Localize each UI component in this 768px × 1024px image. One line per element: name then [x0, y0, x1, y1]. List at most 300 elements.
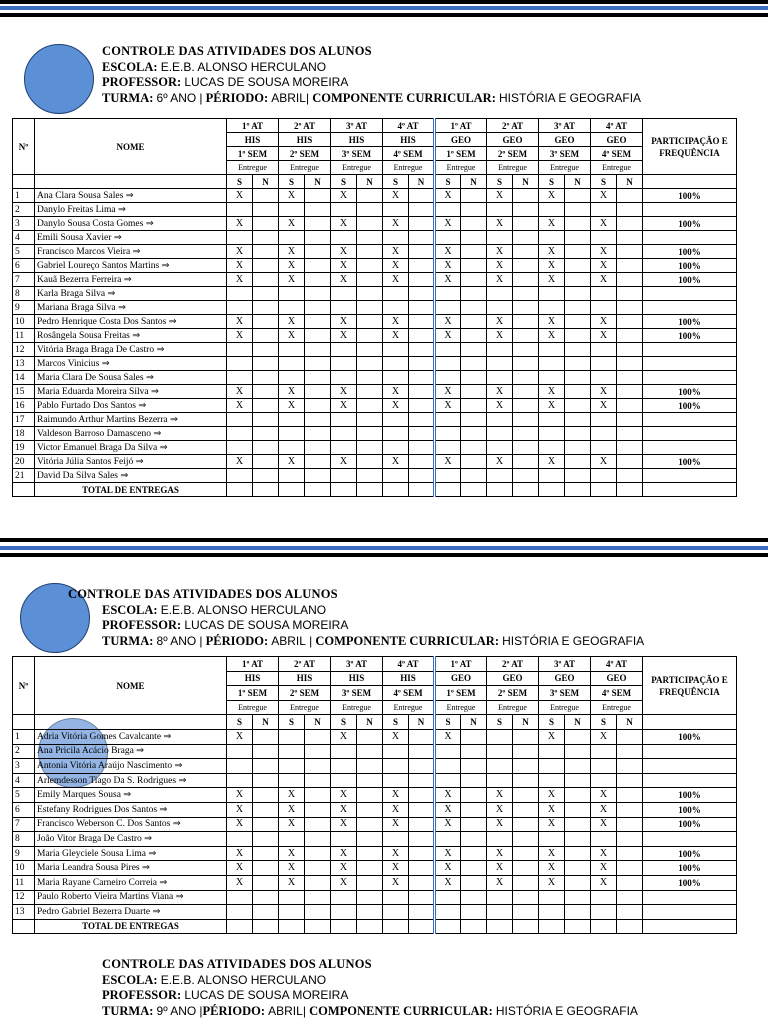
mark-s-cell[interactable]: X: [227, 802, 253, 817]
mark-s-cell[interactable]: X: [383, 817, 409, 832]
mark-s-cell[interactable]: X: [591, 802, 617, 817]
mark-n-cell[interactable]: [253, 846, 279, 861]
mark-s-cell[interactable]: X: [383, 259, 409, 273]
mark-n-cell[interactable]: [461, 759, 487, 774]
mark-n-cell[interactable]: [617, 905, 643, 920]
mark-s-cell[interactable]: [591, 832, 617, 847]
mark-n-cell[interactable]: [461, 788, 487, 803]
mark-s-cell[interactable]: [279, 759, 305, 774]
mark-s-cell[interactable]: [383, 357, 409, 371]
mark-n-cell[interactable]: [513, 399, 539, 413]
mark-s-cell[interactable]: [435, 357, 461, 371]
mark-n-cell[interactable]: [617, 189, 643, 203]
mark-n-cell[interactable]: [565, 343, 591, 357]
mark-n-cell[interactable]: [513, 729, 539, 744]
mark-s-cell[interactable]: X: [279, 861, 305, 876]
mark-n-cell[interactable]: [253, 441, 279, 455]
mark-n-cell[interactable]: [409, 469, 435, 483]
mark-n-cell[interactable]: [253, 329, 279, 343]
mark-s-cell[interactable]: [279, 744, 305, 759]
mark-n-cell[interactable]: [253, 455, 279, 469]
student-name[interactable]: Paulo Roberto Vieira Martins Viana ⇒: [35, 890, 227, 905]
mark-s-cell[interactable]: X: [591, 385, 617, 399]
mark-s-cell[interactable]: [487, 357, 513, 371]
mark-s-cell[interactable]: [435, 301, 461, 315]
mark-s-cell[interactable]: [539, 759, 565, 774]
mark-s-cell[interactable]: X: [435, 875, 461, 890]
mark-s-cell[interactable]: [539, 287, 565, 301]
mark-s-cell[interactable]: X: [435, 399, 461, 413]
mark-s-cell[interactable]: [331, 301, 357, 315]
mark-n-cell[interactable]: [461, 301, 487, 315]
mark-n-cell[interactable]: [617, 329, 643, 343]
mark-s-cell[interactable]: X: [435, 455, 461, 469]
mark-s-cell[interactable]: X: [487, 802, 513, 817]
mark-n-cell[interactable]: [461, 427, 487, 441]
mark-s-cell[interactable]: [435, 343, 461, 357]
student-name[interactable]: Maria Clara De Sousa Sales ⇒: [35, 371, 227, 385]
student-name[interactable]: Rosângela Sousa Freitas ⇒: [35, 329, 227, 343]
mark-n-cell[interactable]: [305, 413, 331, 427]
mark-s-cell[interactable]: [487, 469, 513, 483]
mark-n-cell[interactable]: [565, 399, 591, 413]
mark-n-cell[interactable]: [461, 744, 487, 759]
mark-s-cell[interactable]: [331, 287, 357, 301]
mark-s-cell[interactable]: [539, 413, 565, 427]
mark-s-cell[interactable]: [435, 371, 461, 385]
mark-s-cell[interactable]: [383, 413, 409, 427]
mark-s-cell[interactable]: [279, 905, 305, 920]
mark-n-cell[interactable]: [461, 343, 487, 357]
mark-s-cell[interactable]: [539, 773, 565, 788]
mark-n-cell[interactable]: [357, 287, 383, 301]
mark-n-cell[interactable]: [253, 413, 279, 427]
mark-n-cell[interactable]: [409, 788, 435, 803]
mark-n-cell[interactable]: [617, 343, 643, 357]
mark-n-cell[interactable]: [513, 217, 539, 231]
mark-n-cell[interactable]: [513, 203, 539, 217]
student-name[interactable]: Mariana Braga Silva ⇒: [35, 301, 227, 315]
mark-s-cell[interactable]: X: [435, 788, 461, 803]
mark-n-cell[interactable]: [409, 245, 435, 259]
mark-n-cell[interactable]: [253, 861, 279, 876]
mark-s-cell[interactable]: X: [539, 729, 565, 744]
mark-s-cell[interactable]: X: [539, 189, 565, 203]
mark-n-cell[interactable]: [617, 773, 643, 788]
mark-s-cell[interactable]: [539, 301, 565, 315]
mark-s-cell[interactable]: [227, 231, 253, 245]
mark-n-cell[interactable]: [461, 875, 487, 890]
mark-n-cell[interactable]: [357, 399, 383, 413]
mark-s-cell[interactable]: [383, 773, 409, 788]
mark-s-cell[interactable]: [539, 469, 565, 483]
mark-s-cell[interactable]: [227, 413, 253, 427]
mark-s-cell[interactable]: [487, 413, 513, 427]
mark-n-cell[interactable]: [617, 371, 643, 385]
mark-n-cell[interactable]: [617, 301, 643, 315]
mark-s-cell[interactable]: [383, 301, 409, 315]
mark-s-cell[interactable]: [435, 744, 461, 759]
mark-n-cell[interactable]: [253, 773, 279, 788]
mark-s-cell[interactable]: X: [331, 788, 357, 803]
mark-s-cell[interactable]: X: [487, 399, 513, 413]
student-name[interactable]: Marcos Vinicius ⇒: [35, 357, 227, 371]
mark-n-cell[interactable]: [617, 231, 643, 245]
mark-s-cell[interactable]: X: [539, 329, 565, 343]
mark-n-cell[interactable]: [461, 245, 487, 259]
mark-n-cell[interactable]: [461, 385, 487, 399]
mark-s-cell[interactable]: X: [539, 217, 565, 231]
mark-n-cell[interactable]: [617, 427, 643, 441]
mark-s-cell[interactable]: [331, 441, 357, 455]
mark-n-cell[interactable]: [513, 231, 539, 245]
mark-s-cell[interactable]: X: [591, 729, 617, 744]
student-name[interactable]: Kauã Bezerra Ferreira ⇒: [35, 273, 227, 287]
student-name[interactable]: Ana Pricila Acácio Braga ⇒: [35, 744, 227, 759]
mark-s-cell[interactable]: X: [435, 729, 461, 744]
mark-n-cell[interactable]: [305, 217, 331, 231]
mark-s-cell[interactable]: [435, 469, 461, 483]
mark-n-cell[interactable]: [461, 729, 487, 744]
mark-s-cell[interactable]: X: [279, 875, 305, 890]
mark-s-cell[interactable]: [539, 744, 565, 759]
mark-n-cell[interactable]: [409, 399, 435, 413]
student-name[interactable]: Arlemdesson Tiago Da S. Rodrigues ⇒: [35, 773, 227, 788]
mark-n-cell[interactable]: [357, 832, 383, 847]
mark-n-cell[interactable]: [357, 861, 383, 876]
mark-s-cell[interactable]: [227, 890, 253, 905]
mark-n-cell[interactable]: [513, 385, 539, 399]
mark-n-cell[interactable]: [357, 273, 383, 287]
mark-s-cell[interactable]: X: [383, 846, 409, 861]
mark-s-cell[interactable]: [487, 441, 513, 455]
mark-s-cell[interactable]: X: [279, 817, 305, 832]
mark-s-cell[interactable]: [383, 231, 409, 245]
student-name[interactable]: Maria Gleyciele Sousa Lima ⇒: [35, 846, 227, 861]
mark-s-cell[interactable]: [279, 343, 305, 357]
mark-n-cell[interactable]: [565, 371, 591, 385]
mark-s-cell[interactable]: [539, 343, 565, 357]
mark-s-cell[interactable]: [435, 427, 461, 441]
mark-s-cell[interactable]: X: [591, 189, 617, 203]
mark-s-cell[interactable]: [487, 343, 513, 357]
mark-n-cell[interactable]: [513, 817, 539, 832]
mark-n-cell[interactable]: [409, 441, 435, 455]
mark-s-cell[interactable]: [435, 832, 461, 847]
mark-s-cell[interactable]: X: [279, 329, 305, 343]
mark-n-cell[interactable]: [461, 455, 487, 469]
mark-s-cell[interactable]: [279, 301, 305, 315]
mark-n-cell[interactable]: [565, 203, 591, 217]
mark-n-cell[interactable]: [617, 744, 643, 759]
mark-s-cell[interactable]: [435, 203, 461, 217]
mark-s-cell[interactable]: X: [591, 273, 617, 287]
mark-n-cell[interactable]: [513, 259, 539, 273]
mark-s-cell[interactable]: [487, 427, 513, 441]
mark-n-cell[interactable]: [513, 245, 539, 259]
mark-n-cell[interactable]: [305, 231, 331, 245]
mark-n-cell[interactable]: [357, 744, 383, 759]
mark-n-cell[interactable]: [357, 759, 383, 774]
mark-s-cell[interactable]: [591, 441, 617, 455]
mark-n-cell[interactable]: [357, 455, 383, 469]
mark-s-cell[interactable]: X: [383, 273, 409, 287]
mark-s-cell[interactable]: X: [539, 245, 565, 259]
mark-n-cell[interactable]: [305, 315, 331, 329]
mark-s-cell[interactable]: X: [435, 273, 461, 287]
mark-s-cell[interactable]: [331, 832, 357, 847]
mark-s-cell[interactable]: X: [435, 189, 461, 203]
mark-n-cell[interactable]: [565, 287, 591, 301]
mark-n-cell[interactable]: [409, 759, 435, 774]
student-name[interactable]: Antonia Vitória Araújo Nascimento ⇒: [35, 759, 227, 774]
mark-s-cell[interactable]: X: [331, 245, 357, 259]
mark-n-cell[interactable]: [357, 371, 383, 385]
mark-s-cell[interactable]: X: [227, 329, 253, 343]
mark-s-cell[interactable]: X: [227, 273, 253, 287]
mark-s-cell[interactable]: [279, 231, 305, 245]
mark-n-cell[interactable]: [409, 329, 435, 343]
mark-n-cell[interactable]: [513, 469, 539, 483]
mark-n-cell[interactable]: [253, 245, 279, 259]
mark-s-cell[interactable]: X: [331, 189, 357, 203]
mark-s-cell[interactable]: X: [227, 217, 253, 231]
mark-s-cell[interactable]: [227, 427, 253, 441]
mark-s-cell[interactable]: X: [331, 817, 357, 832]
mark-n-cell[interactable]: [461, 203, 487, 217]
mark-n-cell[interactable]: [565, 301, 591, 315]
mark-s-cell[interactable]: X: [435, 217, 461, 231]
mark-n-cell[interactable]: [565, 890, 591, 905]
mark-n-cell[interactable]: [305, 788, 331, 803]
mark-s-cell[interactable]: X: [383, 788, 409, 803]
mark-s-cell[interactable]: [435, 231, 461, 245]
mark-s-cell[interactable]: X: [539, 315, 565, 329]
mark-s-cell[interactable]: X: [227, 875, 253, 890]
mark-s-cell[interactable]: [227, 371, 253, 385]
mark-s-cell[interactable]: [487, 231, 513, 245]
mark-s-cell[interactable]: [279, 773, 305, 788]
mark-s-cell[interactable]: X: [331, 861, 357, 876]
mark-n-cell[interactable]: [513, 315, 539, 329]
mark-n-cell[interactable]: [305, 890, 331, 905]
mark-n-cell[interactable]: [513, 301, 539, 315]
mark-s-cell[interactable]: [591, 287, 617, 301]
mark-n-cell[interactable]: [409, 315, 435, 329]
mark-s-cell[interactable]: [435, 890, 461, 905]
mark-s-cell[interactable]: X: [539, 399, 565, 413]
mark-s-cell[interactable]: X: [227, 399, 253, 413]
mark-n-cell[interactable]: [409, 301, 435, 315]
mark-s-cell[interactable]: X: [331, 385, 357, 399]
mark-n-cell[interactable]: [357, 329, 383, 343]
mark-n-cell[interactable]: [565, 817, 591, 832]
student-name[interactable]: Ana Clara Sousa Sales ⇒: [35, 189, 227, 203]
mark-n-cell[interactable]: [617, 846, 643, 861]
mark-n-cell[interactable]: [565, 832, 591, 847]
mark-s-cell[interactable]: X: [383, 399, 409, 413]
mark-n-cell[interactable]: [357, 189, 383, 203]
mark-n-cell[interactable]: [565, 245, 591, 259]
mark-n-cell[interactable]: [253, 759, 279, 774]
mark-s-cell[interactable]: X: [279, 315, 305, 329]
mark-s-cell[interactable]: X: [279, 399, 305, 413]
mark-n-cell[interactable]: [357, 773, 383, 788]
mark-n-cell[interactable]: [617, 315, 643, 329]
student-name[interactable]: Maria Eduarda Moreira Silva ⇒: [35, 385, 227, 399]
mark-s-cell[interactable]: [279, 469, 305, 483]
mark-s-cell[interactable]: X: [539, 802, 565, 817]
mark-n-cell[interactable]: [409, 413, 435, 427]
mark-n-cell[interactable]: [513, 287, 539, 301]
mark-s-cell[interactable]: X: [383, 385, 409, 399]
mark-s-cell[interactable]: X: [591, 455, 617, 469]
mark-n-cell[interactable]: [461, 287, 487, 301]
mark-n-cell[interactable]: [565, 441, 591, 455]
mark-s-cell[interactable]: X: [227, 245, 253, 259]
mark-n-cell[interactable]: [305, 729, 331, 744]
mark-n-cell[interactable]: [617, 729, 643, 744]
mark-s-cell[interactable]: X: [487, 385, 513, 399]
mark-n-cell[interactable]: [617, 259, 643, 273]
mark-n-cell[interactable]: [513, 744, 539, 759]
mark-n-cell[interactable]: [357, 343, 383, 357]
mark-n-cell[interactable]: [253, 399, 279, 413]
mark-n-cell[interactable]: [253, 817, 279, 832]
mark-n-cell[interactable]: [253, 189, 279, 203]
mark-s-cell[interactable]: X: [591, 315, 617, 329]
mark-n-cell[interactable]: [253, 832, 279, 847]
mark-s-cell[interactable]: [227, 905, 253, 920]
mark-s-cell[interactable]: X: [383, 802, 409, 817]
mark-s-cell[interactable]: [279, 371, 305, 385]
mark-s-cell[interactable]: [331, 371, 357, 385]
mark-s-cell[interactable]: X: [331, 399, 357, 413]
mark-s-cell[interactable]: X: [435, 802, 461, 817]
mark-n-cell[interactable]: [253, 301, 279, 315]
mark-s-cell[interactable]: [279, 832, 305, 847]
mark-n-cell[interactable]: [305, 469, 331, 483]
mark-n-cell[interactable]: [513, 357, 539, 371]
mark-s-cell[interactable]: X: [331, 259, 357, 273]
mark-n-cell[interactable]: [357, 729, 383, 744]
mark-s-cell[interactable]: [383, 287, 409, 301]
mark-n-cell[interactable]: [357, 203, 383, 217]
mark-n-cell[interactable]: [513, 802, 539, 817]
mark-n-cell[interactable]: [409, 385, 435, 399]
mark-s-cell[interactable]: [435, 773, 461, 788]
mark-s-cell[interactable]: [539, 832, 565, 847]
mark-n-cell[interactable]: [305, 259, 331, 273]
mark-s-cell[interactable]: [331, 413, 357, 427]
mark-n-cell[interactable]: [617, 469, 643, 483]
mark-s-cell[interactable]: [591, 427, 617, 441]
mark-n-cell[interactable]: [253, 315, 279, 329]
mark-s-cell[interactable]: X: [383, 729, 409, 744]
mark-s-cell[interactable]: X: [539, 846, 565, 861]
mark-s-cell[interactable]: X: [487, 817, 513, 832]
student-name[interactable]: Maria Rayane Carneiro Correia ⇒: [35, 875, 227, 890]
mark-s-cell[interactable]: X: [487, 217, 513, 231]
mark-s-cell[interactable]: [591, 203, 617, 217]
mark-s-cell[interactable]: X: [279, 385, 305, 399]
mark-n-cell[interactable]: [565, 413, 591, 427]
mark-s-cell[interactable]: [331, 343, 357, 357]
mark-s-cell[interactable]: [279, 729, 305, 744]
mark-s-cell[interactable]: X: [227, 861, 253, 876]
mark-n-cell[interactable]: [305, 273, 331, 287]
mark-s-cell[interactable]: [383, 890, 409, 905]
mark-n-cell[interactable]: [253, 231, 279, 245]
mark-n-cell[interactable]: [409, 231, 435, 245]
mark-s-cell[interactable]: [331, 759, 357, 774]
mark-s-cell[interactable]: X: [435, 259, 461, 273]
mark-s-cell[interactable]: [487, 832, 513, 847]
mark-s-cell[interactable]: X: [487, 189, 513, 203]
mark-s-cell[interactable]: [591, 759, 617, 774]
student-name[interactable]: Emili Sousa Xavier ⇒: [35, 231, 227, 245]
mark-s-cell[interactable]: X: [279, 245, 305, 259]
mark-n-cell[interactable]: [513, 371, 539, 385]
student-name[interactable]: Victor Emanuel Braga Da Silva ⇒: [35, 441, 227, 455]
mark-n-cell[interactable]: [461, 890, 487, 905]
mark-n-cell[interactable]: [617, 802, 643, 817]
mark-s-cell[interactable]: X: [331, 802, 357, 817]
mark-s-cell[interactable]: [227, 469, 253, 483]
mark-n-cell[interactable]: [305, 802, 331, 817]
mark-n-cell[interactable]: [409, 817, 435, 832]
mark-n-cell[interactable]: [409, 729, 435, 744]
mark-s-cell[interactable]: X: [591, 875, 617, 890]
mark-n-cell[interactable]: [409, 189, 435, 203]
mark-n-cell[interactable]: [617, 759, 643, 774]
mark-s-cell[interactable]: X: [435, 846, 461, 861]
mark-n-cell[interactable]: [513, 273, 539, 287]
mark-s-cell[interactable]: [279, 413, 305, 427]
mark-n-cell[interactable]: [409, 273, 435, 287]
mark-n-cell[interactable]: [461, 357, 487, 371]
mark-s-cell[interactable]: X: [487, 245, 513, 259]
mark-s-cell[interactable]: [227, 773, 253, 788]
mark-n-cell[interactable]: [357, 846, 383, 861]
mark-n-cell[interactable]: [513, 890, 539, 905]
mark-n-cell[interactable]: [513, 189, 539, 203]
mark-s-cell[interactable]: X: [539, 817, 565, 832]
mark-n-cell[interactable]: [565, 905, 591, 920]
mark-n-cell[interactable]: [617, 817, 643, 832]
mark-s-cell[interactable]: X: [487, 455, 513, 469]
student-name[interactable]: Vitória Braga Braga De Castro ⇒: [35, 343, 227, 357]
mark-s-cell[interactable]: X: [331, 273, 357, 287]
mark-n-cell[interactable]: [253, 469, 279, 483]
mark-s-cell[interactable]: [279, 287, 305, 301]
mark-n-cell[interactable]: [617, 203, 643, 217]
student-name[interactable]: Adria Vitória Gomes Cavalcante ⇒: [35, 729, 227, 744]
mark-s-cell[interactable]: [539, 371, 565, 385]
mark-n-cell[interactable]: [617, 273, 643, 287]
mark-n-cell[interactable]: [565, 259, 591, 273]
mark-s-cell[interactable]: [435, 287, 461, 301]
mark-n-cell[interactable]: [617, 357, 643, 371]
mark-s-cell[interactable]: [227, 301, 253, 315]
student-name[interactable]: Raimundo Arthur Martins Bezerra ⇒: [35, 413, 227, 427]
mark-n-cell[interactable]: [565, 846, 591, 861]
mark-n-cell[interactable]: [617, 875, 643, 890]
mark-s-cell[interactable]: [435, 759, 461, 774]
mark-s-cell[interactable]: X: [591, 846, 617, 861]
mark-s-cell[interactable]: [383, 203, 409, 217]
mark-s-cell[interactable]: X: [487, 846, 513, 861]
